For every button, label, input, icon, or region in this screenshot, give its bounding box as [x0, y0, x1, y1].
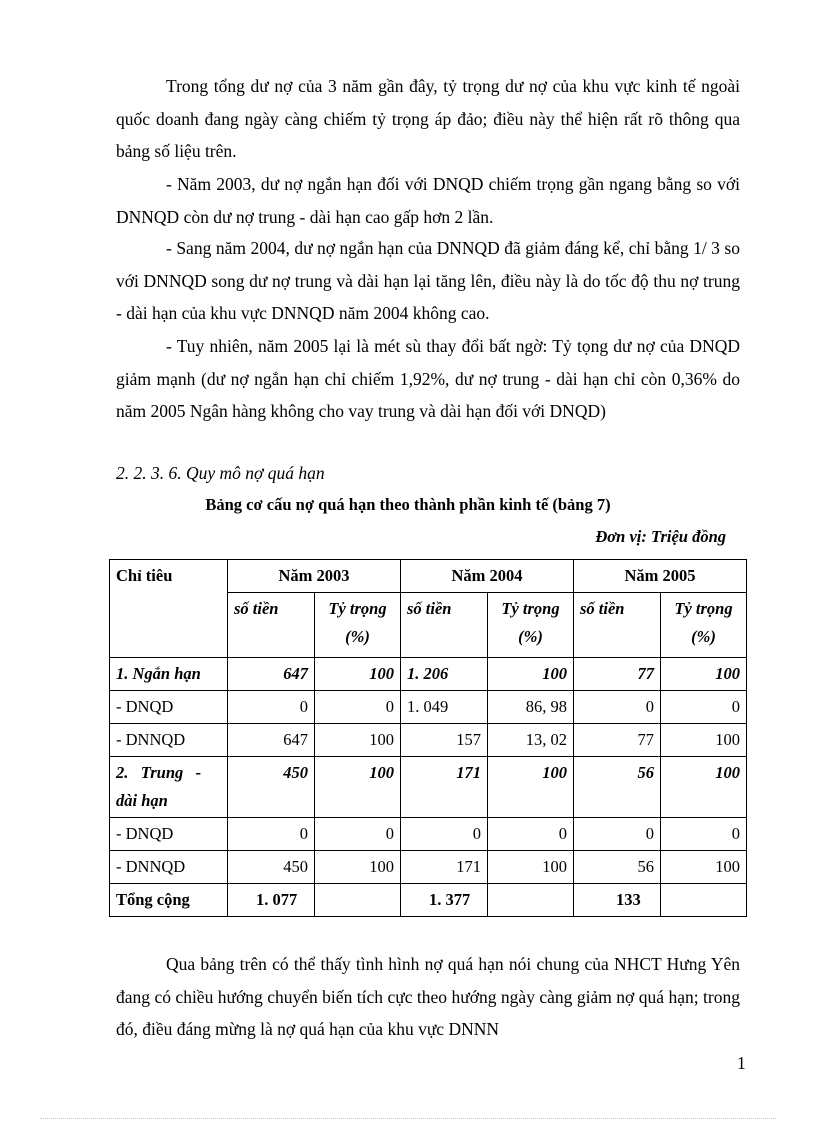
cell: 647 [228, 724, 315, 757]
paragraph-2005: - Tuy nhiên, năm 2005 lại là mét sù thay đổi bất ngờ: Tỷ tọng dư nợ của DNQD giảm mạnh (dư nợ ngắn hạn chỉ chiếm 1,92%, dư nợ trung - dài hạn chỉ còn 0,36% do năm 2005 Ngân hàng không cho vay trung và dài hạn đối với DNQD) [116, 336, 740, 422]
cell: 171 [401, 851, 488, 884]
subheader-ratio: Tỷ trọng (%) [315, 593, 401, 658]
cell: 1. 377 [401, 884, 488, 917]
header-year-2005: Năm 2005 [574, 560, 747, 593]
subheader-amount: số tiền [228, 593, 315, 658]
table-row [110, 691, 747, 724]
cell: 0 [401, 818, 488, 851]
cell: 100 [315, 658, 401, 691]
cell: 100 [661, 851, 747, 884]
table-row [110, 851, 747, 884]
subheader-ratio: Tỷ trọng (%) [661, 593, 747, 658]
page-bottom-divider [40, 1118, 776, 1119]
unit-label: Đơn vị: Triệu đồng [595, 527, 726, 546]
cell [488, 884, 574, 917]
row-label: - DNQD [110, 691, 228, 724]
cell: 0 [661, 691, 747, 724]
table-row [110, 724, 747, 757]
cell: 100 [488, 658, 574, 691]
row-label: 1. Ngắn hạn [110, 658, 228, 691]
table-row [110, 818, 747, 851]
cell [661, 884, 747, 917]
cell: 450 [228, 851, 315, 884]
paragraph-closing: Qua bảng trên có thể thấy tình hình nợ quá hạn nói chung của NHCT Hưng Yên đang có chiều hướng chuyển biến tích cực theo hướng ngày càng giảm nợ quá hạn; trong đó, điều đáng mừng là nợ quá hạn của khu vực DNNN [116, 954, 740, 1040]
paragraph-intro: Trong tổng dư nợ của 3 năm gần đây, tỷ trọng dư nợ của khu vực kinh tế ngoài quốc doanh đang ngày càng chiếm tỷ trọng áp đảo; điều này thể hiện rất rõ thông qua bảng số liệu trên. [116, 76, 740, 162]
cell: 13, 02 [488, 724, 574, 757]
table-row [110, 757, 747, 818]
cell: 100 [488, 851, 574, 884]
row-label: Tổng cộng [110, 884, 228, 917]
overdue-debt-table [109, 559, 747, 917]
cell: 100 [315, 724, 401, 757]
row-label: 2. Trung - dài hạn [110, 757, 228, 818]
page-number: 1 [737, 1053, 746, 1073]
cell: 450 [228, 757, 315, 818]
cell: 157 [401, 724, 488, 757]
cell: 1. 206 [401, 658, 488, 691]
cell: 0 [574, 818, 661, 851]
cell: 77 [574, 658, 661, 691]
table-total-row [110, 884, 747, 917]
cell: 56 [574, 757, 661, 818]
cell: 0 [574, 691, 661, 724]
cell: 0 [488, 818, 574, 851]
cell: 1. 049 [401, 691, 488, 724]
cell: 0 [228, 691, 315, 724]
cell: 100 [661, 757, 747, 818]
cell: 77 [574, 724, 661, 757]
row-label: - DNNQD [110, 851, 228, 884]
cell: 171 [401, 757, 488, 818]
row-label: - DNNQD [110, 724, 228, 757]
cell: 0 [315, 691, 401, 724]
table-row [110, 658, 747, 691]
row-label: - DNQD [110, 818, 228, 851]
header-chi-tieu: Chỉ tiêu [110, 560, 228, 658]
subheader-amount: số tiền [574, 593, 661, 658]
cell: 100 [315, 757, 401, 818]
cell: 1. 077 [228, 884, 315, 917]
cell: 100 [488, 757, 574, 818]
cell: 86, 98 [488, 691, 574, 724]
header-year-2003: Năm 2003 [228, 560, 401, 593]
subheader-ratio: Tỷ trọng (%) [488, 593, 574, 658]
cell: 100 [661, 658, 747, 691]
cell: 0 [228, 818, 315, 851]
header-year-2004: Năm 2004 [401, 560, 574, 593]
cell: 647 [228, 658, 315, 691]
cell [315, 884, 401, 917]
cell: 100 [315, 851, 401, 884]
subheader-amount: số tiền [401, 593, 488, 658]
cell: 56 [574, 851, 661, 884]
cell: 133 [574, 884, 661, 917]
paragraph-2003: - Năm 2003, dư nợ ngắn hạn đối với DNQD chiếm trọng gần ngang bằng so với DNNQD còn dư nợ trung - dài hạn cao gấp hơn 2 lần. [116, 174, 740, 227]
cell: 100 [661, 724, 747, 757]
table-title: Bảng cơ cấu nợ quá hạn theo thành phần kinh tế (bảng 7) [205, 495, 611, 514]
table-header-row [110, 560, 747, 593]
cell: 0 [661, 818, 747, 851]
cell: 0 [315, 818, 401, 851]
section-heading: 2. 2. 3. 6. Quy mô nợ quá hạn [116, 463, 325, 483]
paragraph-2004: - Sang năm 2004, dư nợ ngắn hạn của DNNQD đã giảm đáng kể, chỉ bằng 1/ 3 so với DNNQD song dư nợ trung và dài hạn lại tăng lên, điều này là do tốc độ thu nợ trung - dài hạn của khu vực DNNQD năm 2004 không cao. [116, 238, 740, 324]
